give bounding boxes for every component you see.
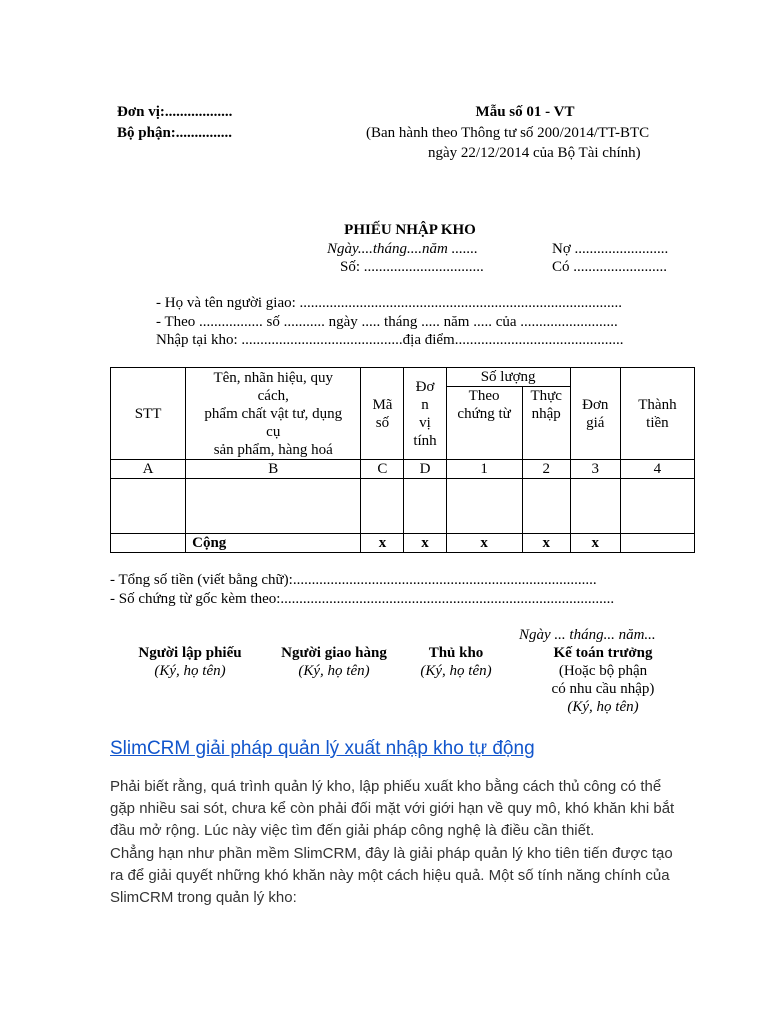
column-letter: 1 [446,460,522,479]
x-mark: x [522,534,570,553]
theo-line: - Theo ................. số ........... ngày ..... tháng ..... năm ..... của .......................... [156,314,618,330]
header-dvt-line3: vị [419,414,431,431]
header-thanh-tien-line2: tiền [646,414,669,431]
tong-so-tien-line: - Tổng số tiền (viết bằng chữ):................................................................................. [110,572,597,588]
header-ten-hang [186,368,361,460]
header-don-gia [570,368,620,460]
goods-table [110,367,695,553]
nhap-tai-kho-line: Nhập tại kho: ...........................................địa điểm............................................. [156,332,624,348]
header-thuc-nhap-line2: nhập [531,406,561,422]
signer-note: (Ký, họ tên) [298,663,370,679]
total-thanh-tien-cell [620,534,694,553]
signer-title: Kế toán trưởng [553,645,653,661]
header-don-gia-line2: giá [586,414,605,431]
header-thanh-tien-line1: Thành [638,396,677,413]
header-thuc-nhap-line1: Thực [530,388,562,404]
so-line: Số: ................................ [340,259,484,275]
header-ten-line4: cụ [266,423,281,440]
blank-cell[interactable] [111,479,186,534]
paragraph-1-line3: đầu mở rộng. Lúc này việc tìm đến giải pháp công nghệ là điều cần thiết. [110,822,595,839]
header-thanh-tien [620,368,694,460]
column-letter: B [186,460,361,479]
x-mark: x [570,534,620,553]
paragraph-2 [110,843,700,909]
blank-cell[interactable] [186,479,361,534]
header-theo-chung-tu [446,387,522,460]
total-blank-cell [111,534,186,553]
sign-date-line: Ngày ... tháng... năm... [519,627,656,643]
header-dvt-line1: Đơ [415,378,435,395]
x-mark: x [446,534,522,553]
header-thuc-nhap [522,387,570,460]
signer-ke-toan-truong [530,644,676,716]
signer-title: Người lập phiếu [138,645,242,661]
header-ten-line1: Tên, nhãn hiệu, quy [213,369,334,386]
column-letter: 3 [570,460,620,479]
signer-nguoi-giao-hang [264,644,404,680]
paragraph-2-line1: Chẳng hạn như phần mềm SlimCRM, đây là giải pháp quản lý kho tiên tiến được tạo [110,845,673,862]
signer-nguoi-lap-phieu [120,644,260,680]
header-stt: STT [111,368,186,460]
total-label: Cộng [186,534,361,553]
header-so-luong: Số lượng [446,368,570,387]
paragraph-2-line3: SlimCRM trong quản lý kho: [110,889,297,906]
header-ten-line3: phẩm chất vật tư, dụng [204,405,343,422]
form-title: PHIẾU NHẬP KHO [344,222,476,238]
date-line: Ngày....tháng....năm ....... [327,241,478,257]
paragraph-1-line2: gặp nhiều sai sót, chưa kể còn phải đối mặt với giới hạn về quy mô, khó khăn khi bắt [110,800,675,817]
ban-hanh-line1: (Ban hành theo Thông tư số 200/2014/TT-BTC [366,125,650,141]
blank-cell[interactable] [522,479,570,534]
no-line: Nợ ......................... [552,241,669,257]
don-vi-label: Đơn vị:.................. [117,104,233,120]
blank-cell[interactable] [361,479,404,534]
header-theo-ct-line2: chứng từ [457,406,511,422]
header-dvt-line2: n [421,396,429,413]
header-dvt-line4: tính [413,432,437,449]
column-letter: A [111,460,186,479]
blank-cell[interactable] [620,479,694,534]
header-theo-ct-line1: Theo [468,388,500,404]
x-mark: x [404,534,446,553]
signer-note: (Ký, họ tên) [420,663,492,679]
so-chung-tu-line: - Số chứng từ gốc kèm theo:......................................................................................... [110,591,615,607]
article-heading-link[interactable]: SlimCRM giải pháp quản lý xuất nhập kho tự động [110,738,535,759]
paragraph-1 [110,776,700,842]
ke-toan-line2: có nhu cầu nhập) [551,681,655,697]
column-letter: 2 [522,460,570,479]
paragraph-2-line2: ra để giải quyết những khó khăn này một cách hiệu quả. Một số tính năng chính của [110,867,670,884]
signer-note: (Ký, họ tên) [567,699,639,715]
nguoi-giao-line: - Họ và tên người giao: ...................................................................................... [156,295,623,311]
header-don-vi-tinh [404,368,446,460]
column-letter: C [361,460,404,479]
paragraph-1-line1: Phải biết rằng, quá trình quản lý kho, lập phiếu xuất kho bằng cách thủ công có thể [110,778,662,795]
header-ten-line2: cách, [257,387,289,404]
ban-hanh-line2: ngày 22/12/2014 của Bộ Tài chính) [428,145,641,161]
co-line: Có ......................... [552,259,668,275]
signer-title: Thủ kho [428,645,484,661]
header-ma-so-line1: Mã [372,396,393,413]
signer-thu-kho [400,644,512,680]
form-code: Mẫu số 01 - VT [475,104,575,120]
column-letter: 4 [620,460,694,479]
bo-phan-label: Bộ phận:............... [117,125,233,141]
header-ten-line5: sản phẩm, hàng hoá [213,441,333,458]
header-ma-so [361,368,404,460]
signer-note: (Ký, họ tên) [154,663,226,679]
x-mark: x [361,534,404,553]
blank-cell[interactable] [570,479,620,534]
blank-cell[interactable] [404,479,446,534]
blank-cell[interactable] [446,479,522,534]
ke-toan-line1: (Hoặc bộ phận [558,663,648,679]
column-letter: D [404,460,446,479]
header-ma-so-line2: số [375,414,390,431]
signer-title: Người giao hàng [281,645,387,661]
header-don-gia-line1: Đơn [582,396,609,413]
